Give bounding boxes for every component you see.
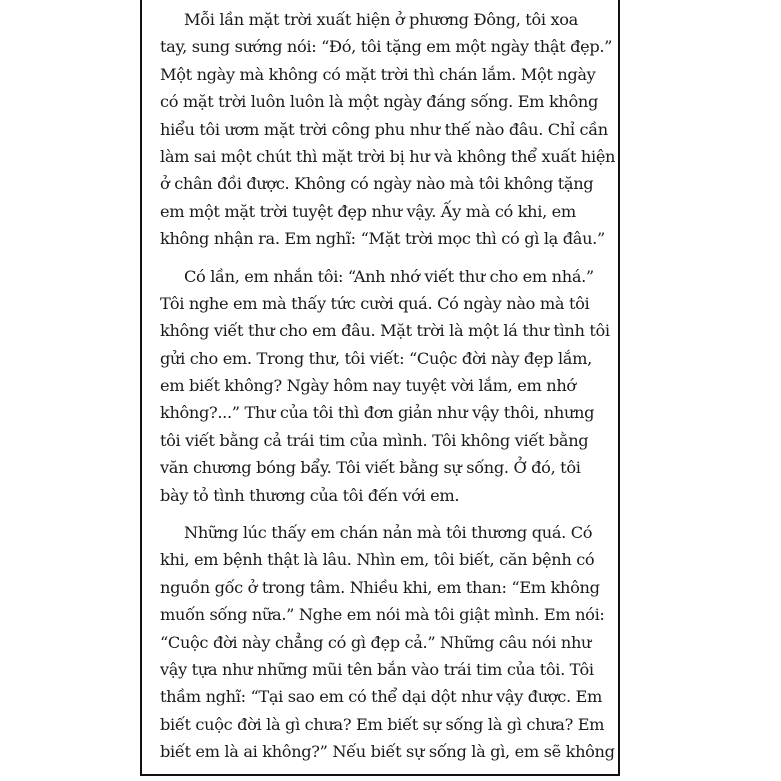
text-line: biết em là ai không?” Nếu biết sự sống là gì, em sẽ không [160,742,615,762]
text-line: bày tỏ tình thương của tôi đến với em. [160,485,460,505]
text-line: ở chân đồi được. Không có ngày nào mà tôi không tặng [160,174,594,194]
page-text [160,6,616,776]
text-line: thầm nghĩ: “Tại sao em có thể dại dột như vậy được. Em [160,687,603,707]
text-line: không nhận ra. Em nghĩ: “Mặt trời mọc thì có gì lạ đâu.” [160,229,605,249]
text-line: làm sai một chút thì mặt trời bị hư và không thể xuất hiện [160,146,616,166]
text-line: muốn sống nữa.” Nghe em nói mà tôi giật mình. Em nói: [160,605,605,625]
text-line: Những lúc thấy em chán nản mà tôi thương quá. Có [184,523,593,543]
paragraph-3 [160,519,615,766]
text-line: “Cuộc đời này chẳng có gì đẹp cả.” Những câu nói như [160,632,592,652]
text-line: tay, sung sướng nói: “Đó, tôi tặng em một ngày thật đẹp.” [160,37,613,57]
paragraph-1 [160,6,616,253]
text-line: không?...” Thư của tôi thì đơn giản như vậy thôi, nhưng [160,403,595,423]
text-line: biết cuộc đời là gì chưa? Em biết sự sống là gì chưa? Em [160,714,605,734]
text-line: vậy tựa như những mũi tên bắn vào trái tim của tôi. Tôi [160,659,594,679]
text-line: em một mặt trời tuyệt đẹp như vậy. Ấy mà có khi, em [160,201,576,221]
text-line: khi, em bệnh thật là lâu. Nhìn em, tôi biết, căn bệnh có [160,550,595,570]
text-line: gửi cho em. Trong thư, tôi viết: “Cuộc đời này đẹp lắm, [160,348,592,368]
text-line: em biết không? Ngày hôm nay tuyệt vời lắm, em nhớ [160,376,576,396]
text-line: có mặt trời luôn luôn là một ngày đáng sống. Em không [160,92,598,112]
page-frame [140,0,620,776]
text-line: văn chương bóng bẩy. Tôi viết bằng sự sống. Ở đó, tôi [160,458,581,478]
text-line: Tôi nghe em mà thấy tức cười quá. Có ngày nào mà tôi [160,293,590,313]
text-line: Có lần, em nhắn tôi: “Anh nhớ viết thư cho em nhá.” [184,266,594,286]
text-line: không viết thư cho em đâu. Mặt trời là một lá thư tình tôi [160,321,610,341]
paragraph-2 [160,263,612,510]
text-line: Mỗi lần mặt trời xuất hiện ở phương Đông, tôi xoa [184,10,578,29]
text-line: Một ngày mà không có mặt trời thì chán lắm. Một ngày [160,64,596,84]
text-line: nguồn gốc ở trong tâm. Nhiều khi, em than: “Em không [160,577,600,597]
text-line: hiểu tôi ươm mặt trời công phu như thế nào đâu. Chỉ cần [160,119,608,139]
text-line: tôi viết bằng cả trái tim của mình. Tôi không viết bằng [160,430,589,450]
